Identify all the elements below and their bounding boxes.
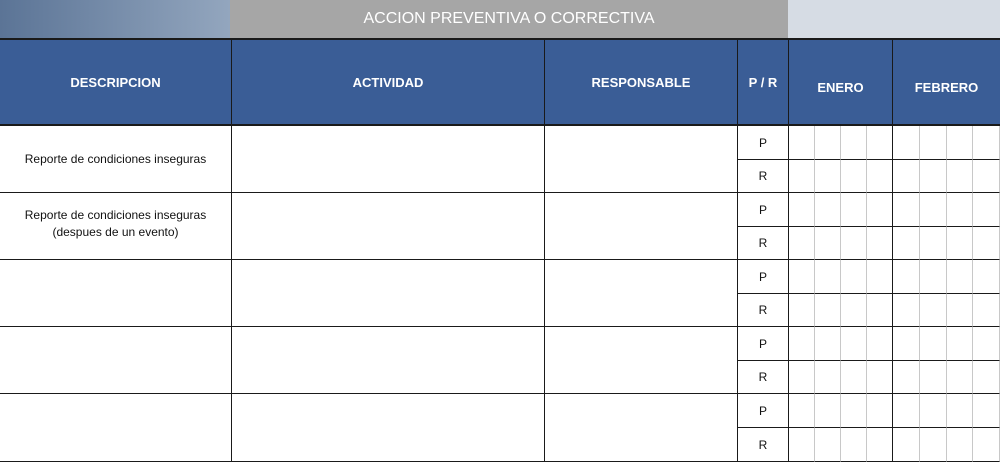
enero-week-cell[interactable]: [867, 227, 893, 260]
febrero-week-cell[interactable]: [893, 428, 920, 462]
enero-week-cell[interactable]: [867, 126, 893, 160]
febrero-week-cell[interactable]: [893, 361, 920, 394]
header-actividad: ACTIVIDAD: [232, 40, 545, 124]
febrero-week-cell[interactable]: [920, 193, 947, 227]
enero-week-cell[interactable]: [789, 126, 815, 160]
row-pr-r: R: [738, 160, 789, 193]
enero-week-cell[interactable]: [815, 327, 841, 361]
febrero-week-cell[interactable]: [973, 294, 1000, 327]
enero-week-cell[interactable]: [867, 294, 893, 327]
row-descripcion-cell: Reporte de condiciones inseguras: [0, 126, 232, 193]
banner-left: [0, 0, 230, 38]
febrero-week-cell[interactable]: [947, 327, 974, 361]
febrero-week-cell[interactable]: [920, 260, 947, 294]
enero-week-cell[interactable]: [789, 428, 815, 462]
enero-week-cell[interactable]: [867, 428, 893, 462]
enero-week-cell[interactable]: [841, 361, 867, 394]
febrero-week-cell[interactable]: [920, 428, 947, 462]
febrero-week-cell[interactable]: [893, 126, 920, 160]
enero-week-cell[interactable]: [867, 361, 893, 394]
enero-week-cell[interactable]: [841, 294, 867, 327]
enero-week-cell[interactable]: [841, 327, 867, 361]
febrero-week-cell[interactable]: [893, 260, 920, 294]
enero-week-cell[interactable]: [815, 361, 841, 394]
febrero-week-cell[interactable]: [893, 160, 920, 193]
row-pr-p: P: [738, 327, 789, 361]
row-actividad-cell[interactable]: [232, 193, 545, 260]
row-actividad-cell[interactable]: [232, 327, 545, 394]
enero-week-cell[interactable]: [789, 394, 815, 428]
febrero-week-cell[interactable]: [947, 193, 974, 227]
febrero-week-cell[interactable]: [947, 294, 974, 327]
enero-week-cell[interactable]: [789, 260, 815, 294]
enero-week-cell[interactable]: [867, 327, 893, 361]
febrero-week-cell[interactable]: [947, 227, 974, 260]
row-responsable-cell[interactable]: [545, 126, 738, 193]
header-responsable: RESPONSABLE: [545, 40, 738, 124]
row-pr-p: P: [738, 193, 789, 227]
row-descripcion-cell: Reporte de condiciones inseguras (despues de un evento): [0, 193, 232, 260]
enero-week-cell[interactable]: [841, 126, 867, 160]
febrero-week-cell[interactable]: [920, 327, 947, 361]
enero-week-cell[interactable]: [789, 327, 815, 361]
febrero-week-cell[interactable]: [893, 394, 920, 428]
febrero-week-cell[interactable]: [920, 126, 947, 160]
febrero-week-cell[interactable]: [973, 394, 1000, 428]
febrero-week-cell[interactable]: [973, 260, 1000, 294]
row-pr-p: P: [738, 394, 789, 428]
enero-week-cell[interactable]: [841, 428, 867, 462]
febrero-week-cell[interactable]: [920, 361, 947, 394]
febrero-week-cell[interactable]: [973, 126, 1000, 160]
banner-right: [788, 0, 1000, 38]
row-descripcion-cell: [0, 260, 232, 327]
febrero-week-cell[interactable]: [973, 160, 1000, 193]
febrero-week-cell[interactable]: [973, 327, 1000, 361]
febrero-week-cell[interactable]: [893, 327, 920, 361]
febrero-week-cell[interactable]: [947, 394, 974, 428]
enero-week-cell[interactable]: [789, 227, 815, 260]
enero-week-cell[interactable]: [789, 160, 815, 193]
febrero-week-cell[interactable]: [947, 160, 974, 193]
enero-week-cell[interactable]: [841, 160, 867, 193]
enero-week-cell[interactable]: [815, 227, 841, 260]
row-pr-r: R: [738, 428, 789, 462]
febrero-week-cell[interactable]: [973, 361, 1000, 394]
row-responsable-cell[interactable]: [545, 394, 738, 462]
enero-week-cell[interactable]: [867, 160, 893, 193]
enero-week-cell[interactable]: [815, 294, 841, 327]
enero-week-cell[interactable]: [867, 394, 893, 428]
febrero-week-cell[interactable]: [920, 160, 947, 193]
header-febrero: FEBRERO: [914, 80, 979, 95]
row-descripcion-cell: [0, 394, 232, 462]
enero-week-cell[interactable]: [867, 193, 893, 227]
row-responsable-cell[interactable]: [545, 327, 738, 394]
enero-week-cell[interactable]: [867, 260, 893, 294]
febrero-week-cell[interactable]: [947, 260, 974, 294]
enero-week-cell[interactable]: [789, 361, 815, 394]
enero-week-cell[interactable]: [815, 428, 841, 462]
enero-week-cell[interactable]: [815, 126, 841, 160]
febrero-week-cell[interactable]: [973, 428, 1000, 462]
row-actividad-cell[interactable]: [232, 394, 545, 462]
banner-title: ACCION PREVENTIVA O CORRECTIVA: [230, 0, 788, 38]
febrero-week-cell[interactable]: [920, 227, 947, 260]
enero-week-cell[interactable]: [841, 193, 867, 227]
febrero-week-cell[interactable]: [947, 361, 974, 394]
enero-week-cell[interactable]: [789, 294, 815, 327]
enero-week-cell[interactable]: [841, 394, 867, 428]
febrero-week-cell[interactable]: [893, 294, 920, 327]
enero-week-cell[interactable]: [815, 160, 841, 193]
row-actividad-cell[interactable]: [232, 260, 545, 327]
febrero-week-cell[interactable]: [893, 227, 920, 260]
febrero-week-cell[interactable]: [947, 428, 974, 462]
febrero-week-cell[interactable]: [920, 294, 947, 327]
header-pr: P / R: [738, 40, 789, 124]
febrero-week-cell[interactable]: [947, 126, 974, 160]
row-pr-r: R: [738, 361, 789, 394]
row-pr-p: P: [738, 126, 789, 160]
row-pr-r: R: [738, 294, 789, 327]
header-enero: ENERO: [789, 40, 893, 124]
enero-week-cell[interactable]: [815, 193, 841, 227]
enero-week-cell[interactable]: [789, 193, 815, 227]
febrero-week-cell[interactable]: [893, 193, 920, 227]
row-actividad-cell[interactable]: [232, 126, 545, 193]
row-responsable-cell[interactable]: [545, 260, 738, 327]
row-pr-p: P: [738, 260, 789, 294]
enero-week-cell[interactable]: [815, 260, 841, 294]
row-descripcion-cell: [0, 327, 232, 394]
enero-week-cell[interactable]: [841, 260, 867, 294]
enero-week-cell[interactable]: [815, 394, 841, 428]
febrero-week-cell[interactable]: [973, 193, 1000, 227]
febrero-week-cell[interactable]: [920, 394, 947, 428]
enero-week-cell[interactable]: [841, 227, 867, 260]
header-descripcion: DESCRIPCION: [0, 40, 232, 124]
row-pr-r: R: [738, 227, 789, 260]
febrero-week-cell[interactable]: [973, 227, 1000, 260]
row-responsable-cell[interactable]: [545, 193, 738, 260]
table-header: [0, 38, 1000, 126]
